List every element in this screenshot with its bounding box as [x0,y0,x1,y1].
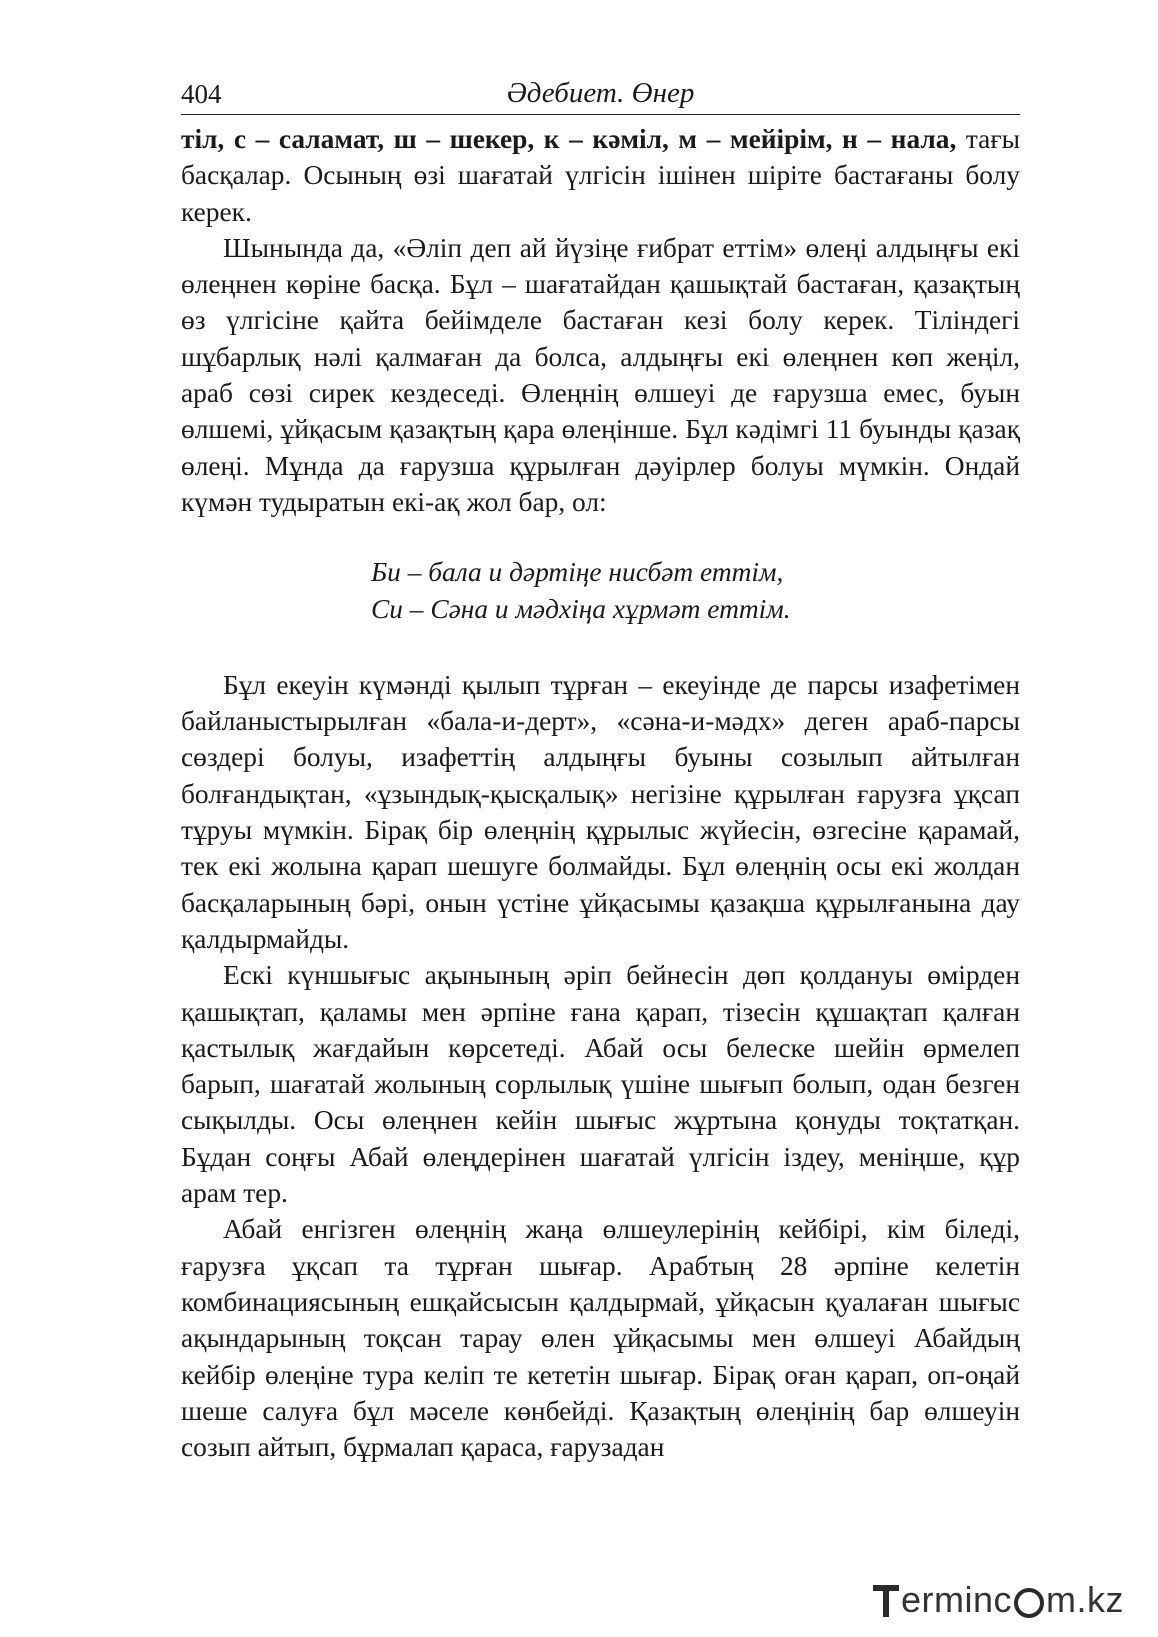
body-text [181,121,1020,1465]
paragraph: Абай енгізген өлеңнің жаңа өлшеулерінің кейбірі, кім біледі, ғарузға ұқсап та тұрған шығар. Арабтың 28 әрпіне келетін комбинациясының ешқайсысын қалдырмай, ұйқасын қуалаған шығыс ақындарының тоқсан тарау өлен ұйқасымы мен өлшеуі Абайдың кейбір өлеңіне тура келіп те кететін шығар. Бірақ оған қарап, оп-оңай шеше салуға бұл мәселе көнбейді. Қазақтың өлеңінің бар өлшеуін созып айтып, бұрмалап қараса, ғарузадан [181,1214,1020,1463]
magnifier-icon [1014,1588,1044,1618]
verse-line-2: Си – Сәна и мәдхіңа хұрмәт еттім. [371,593,791,624]
page-number: 404 [181,79,222,109]
running-title: Әдебиет. Өнер [506,77,695,109]
termincom-watermark-logo [873,1579,1124,1621]
running-header [181,78,1020,115]
paragraph: Шынында да, «Әліп деп ай йүзіңе ғибрат еттім» өлеңі алдыңғы екі өлеңнен көріне басқа. Бұл – шағатайдан қашықтай бастаған, қазақтың өз үлгісіне қайта бейімделе бастаған кезі болу керек. Тіліндегі шұбарлық нәлі қалмаған да болса, алдыңғы екі өлеңнен көп жеңіл, араб сөзі сирек кездеседі. Өлеңнің өлшеуі де ғарузша емес, буын өлшемі, ұйқасым қазақтың қара өлеңінше. Бұл кәдімгі 11 буынды қазақ өлеңі. Мұнда да ғарузша құрылған дәуірлер болуы мүмкін. Ондай күмән тудыратын екі-ақ жол бар, ол: [181,232,1020,517]
paragraph-text: тағы басқалар. Осының өзі шағатай үлгісін ішінен шіріте бастағаны болу керек. [181,124,1020,227]
watermark-text-part2: m.kz [1046,1579,1124,1620]
bold-letter-list: тіл, с – саламат, ш – шекер, к – кәміл, м – мейірім, н – нала, [181,124,957,154]
watermark-t-glyph [873,1583,899,1617]
paragraph: Ескі күншығыс ақынының әріп бейнесін дөп қолдануы өмірден қашықтап, қаламы мен әрпіне ғана қарап, тізесін құшақтап қалған қастылық жағдайын көрсетеді. Абай осы белеске шейін өрмелеп барып, шағатай жолының сорлылық үшіне шығып болып, одан безген сықылды. Осы өлеңнен кейін шығыс жұртына қонуды тоқтатқан. Бұдан соңғы Абай өлеңдерінен шағатай үлгісін іздеу, меніңше, құр арам тер. [181,960,1020,1209]
verse-line-1: Би – бала и дәртіңе нисбәт еттім, [371,557,784,588]
book-page [181,78,1020,1465]
verse-quote [181,554,1020,627]
paragraph-continued [181,121,1020,230]
paragraph: Бұл екеуін күмәнді қылып тұрған – екеуінде де парсы изафетімен байланыстырылған «бала-и-дерт», «сәна-и-мәдх» деген араб-парсы сөздері болуы, изафеттің алдыңғы буыны созылып айтылған болғандықтан, «ұзындық-қысқалық» негізіне құрылған ғарузға ұқсап тұруы мүмкін. Бірақ бір өлеңнің құрылыс жүйесін, өзгесіне қарамай, тек екі жолына қарап шешуге болмайды. Бұл өлеңнің осы екі жолдан басқаларының бәрі, онын үстіне ұйқасымы қазақша құрылғанына дау қалдырмайды. [181,669,1020,954]
watermark-c-glyph: c [993,1579,1012,1620]
watermark-text-part1: ermin [900,1579,994,1620]
